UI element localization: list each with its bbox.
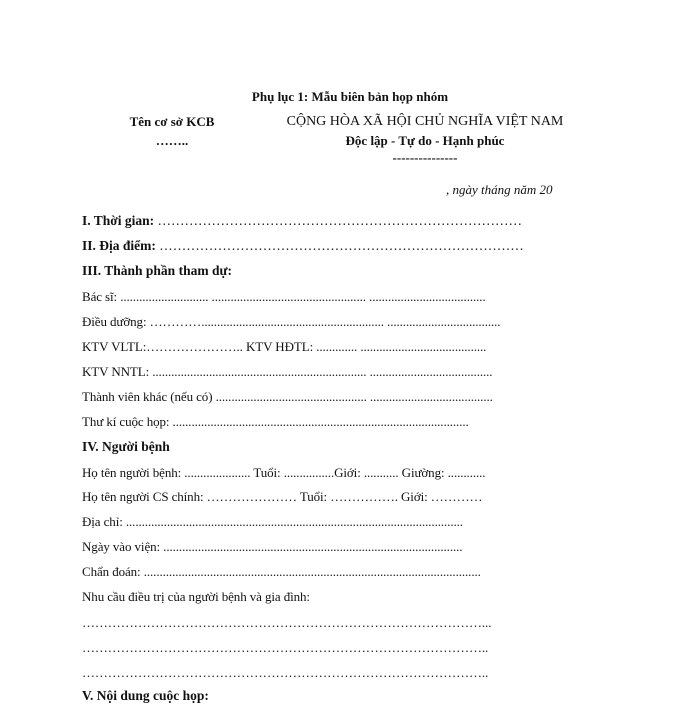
section-patient: IV. Người bệnh [82, 439, 170, 454]
treatment-needs-label: Nhu cầu điều trị của người bệnh và gia đình: [82, 589, 310, 604]
section-participants: III. Thành phần tham dự: [82, 263, 233, 278]
participant-nurse-line: Điều dưỡng: ………….......................................................... .................................... [82, 314, 501, 329]
participant-doctor-line: Bác sĩ: ............................ ................................................. ..................................... [82, 289, 486, 304]
org-name-placeholder: …….. [155, 133, 189, 148]
section-place-label: II. Địa điểm: [82, 238, 156, 253]
section-place-dots: ……………………………………………………………………… [155, 238, 524, 253]
section-content: V. Nội dung cuộc họp: [82, 688, 209, 703]
section-time-label: I. Thời gian: [82, 213, 155, 228]
motto-underline: --------------- [392, 150, 458, 165]
blank-line: ………………………………………………………………………………….. [82, 640, 489, 655]
blank-line: ………………………………………………………………………………….. [82, 665, 489, 680]
diagnosis-line: Chẩn đoán: ........................................................................................................... [82, 564, 481, 579]
appendix-title: Phụ lục 1: Mẫu biên bản họp nhóm [251, 89, 449, 104]
participant-ktv-vltl-line: KTV VLTL:………………….. KTV HĐTL: ............. ........................................ [82, 339, 487, 354]
participant-secretary-line: Thư kí cuộc họp: .............................................................................................. [82, 414, 469, 429]
nation-name: CỘNG HÒA XÃ HỘI CHỦ NGHĨA VIỆT NAM [286, 114, 564, 129]
date-line: , ngày tháng năm 20 [446, 182, 553, 197]
national-motto: Độc lập - Tự do - Hạnh phúc [345, 133, 505, 148]
section-place [82, 238, 524, 254]
org-name-label: Tên cơ sở KCB [129, 114, 215, 129]
section-time-dots: ……………………………………………………………………… [154, 213, 523, 228]
admission-date-line: Ngày vào viện: ............................................................................................... [82, 539, 463, 554]
address-line: Địa chỉ: ........................................................................................................... [82, 514, 463, 529]
participant-ktv-nntl-line: KTV NNTL: .................................................................... ....................................... [82, 364, 493, 379]
participant-other-line: Thành viên khác (nếu có) ................................................ ....................................... [82, 389, 493, 404]
caregiver-name-line: Họ tên người CS chính: ………………… Tuổi: ……………. Giới: ………… [82, 489, 483, 504]
blank-line: …………………………………………………………………………………... [82, 615, 492, 630]
section-time [82, 213, 522, 229]
patient-name-line: Họ tên người bệnh: ..................... Tuổi: ................Giới: ........... Giường: ............ [82, 465, 486, 480]
